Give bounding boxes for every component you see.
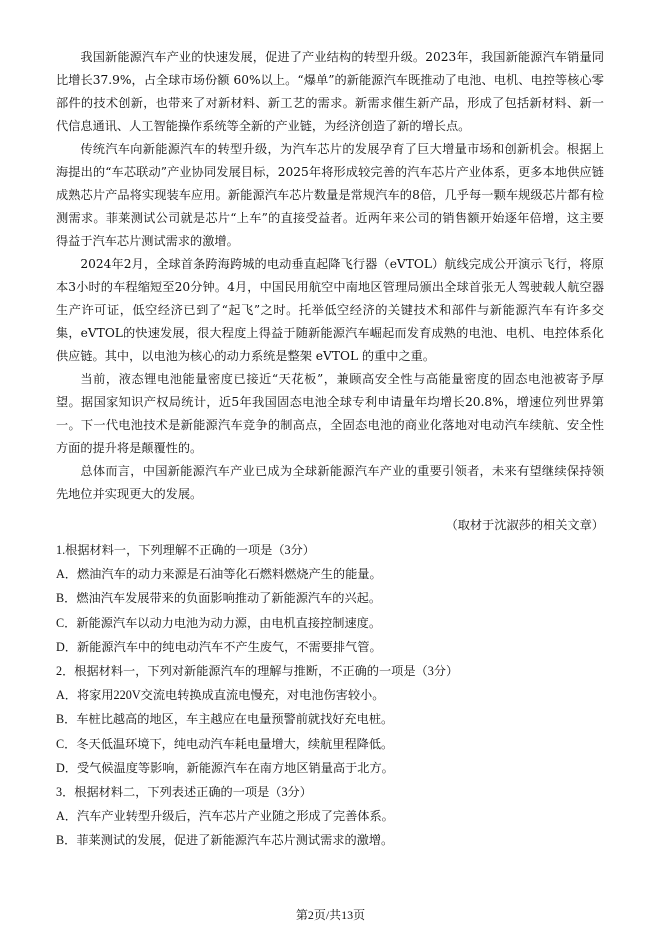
question-option: B．燃油汽车发展带来的负面影响推动了新能源汽车的兴起。 (56, 591, 382, 606)
passage-source: （取材于沈淑莎的相关文章） (445, 518, 604, 532)
question-1 (56, 538, 604, 659)
question-option: A．汽车产业转型升级后，汽车芯片产业随之形成了完善体系。 (56, 809, 394, 824)
question-option: B．车桩比越高的地区，车主越应在电量预警前就找好充电桩。 (56, 712, 394, 727)
page-number: 第2页/共13页 (295, 908, 366, 922)
passage-paragraph-5: 总体而言，中国新能源汽车产业已成为全球新能源汽车产业的重要引领者，未来有望继续保持领先地位并实现更大的发展。 (56, 464, 604, 501)
passage-paragraph-4: 当前，液态锂电池能量密度已接近“天花板”，兼顾高安全性与高能量密度的固态电池被寄予厚望。据国家知识产权局统计，近5年我国固态电池全球专利申请量年均增长20.8%，增速位列世界第一。下一代电池技术是新能源汽车竞争的制高点，全固态电池的商业化落地对电动汽车续航、安全性方面的提升将是颠覆性的。 (56, 372, 604, 455)
question-3 (56, 780, 604, 853)
question-option: A．将家用220V交流电转换成直流电慢充，对电池伤害较小。 (56, 688, 385, 703)
question-option: D．受气候温度等影响，新能源汽车在南方地区销量高于北方。 (56, 760, 394, 775)
passage-paragraph-1: 我国新能源汽车产业的快速发展，促进了产业结构的转型升级。2023年，我国新能源汽车销量同比增长37.9%，占全球市场份额 60%以上。“爆单”的新能源汽车既推动了电池、电机、电控等核心零部件的技术创新，也带来了对新材料、新工艺的需求。新需求催生新产品，形成了包括新材料、新一代信息通讯、人工智能操作系统等全新的产业链，为经济创造了新的增长点。 (56, 50, 604, 133)
reading-passage (56, 46, 604, 537)
question-2 (56, 659, 604, 780)
question-option: C．冬天低温环境下，纯电动汽车耗电量增大，续航里程降低。 (56, 736, 394, 751)
passage-paragraph-3: 2024年2月，全球首条跨海跨城的电动垂直起降飞行器（eVTOL）航线完成公开演示飞行，将原本3小时的车程缩短至20分钟。4月，中国民用航空中南地区管理局颁出全球首张无人驾驶载人航空器生产许可证，低空经济已到了“起飞”之时。托举低空经济的关键技术和部件与新能源汽车有许多交集，eVTOL的快速发展，很大程度上得益于随新能源汽车崛起而发育成熟的电池、电机、电控体系化供应链。其中，以电池为核心的动力系统是整架 eVTOL 的重中之重。 (56, 257, 604, 363)
question-list (56, 538, 604, 853)
question-option: B．菲莱测试的发展，促进了新能源汽车芯片测试需求的激增。 (56, 833, 394, 848)
passage-paragraph-2: 传统汽车向新能源汽车的转型升级，为汽车芯片的发展孕育了巨大增量市场和创新机会。根据上海提出的“车芯联动”产业协同发展目标，2025年将形成较完善的汽车芯片产业体系，更多本地供应链成熟芯片产品将实现装车应用。新能源汽车芯片数量是常规汽车的8倍，几乎每一颗车规级芯片都有检测需求。菲莱测试公司就是芯片“上车”的直接受益者。近两年来公司的销售额开始逐年倍增，这主要得益于汽车芯片测试需求的激增。 (56, 142, 604, 248)
question-stem: 3．根据材料二，下列表述正确的一项是（3分） (56, 785, 312, 800)
question-option: D．新能源汽车中的纯电动汽车不产生废气，不需要排气管。 (56, 639, 382, 654)
question-stem: 1.根据材料一，下列理解不正确的一项是（3分） (56, 543, 315, 557)
question-stem: 2．根据材料一，下列对新能源汽车的理解与推断，不正确的一项是（3分） (56, 664, 459, 679)
question-option: C．新能源汽车以动力电池为动力源，由电机直接控制速度。 (56, 615, 382, 630)
question-option: A．燃油汽车的动力来源是石油等化石燃料燃烧产生的能量。 (56, 567, 382, 582)
